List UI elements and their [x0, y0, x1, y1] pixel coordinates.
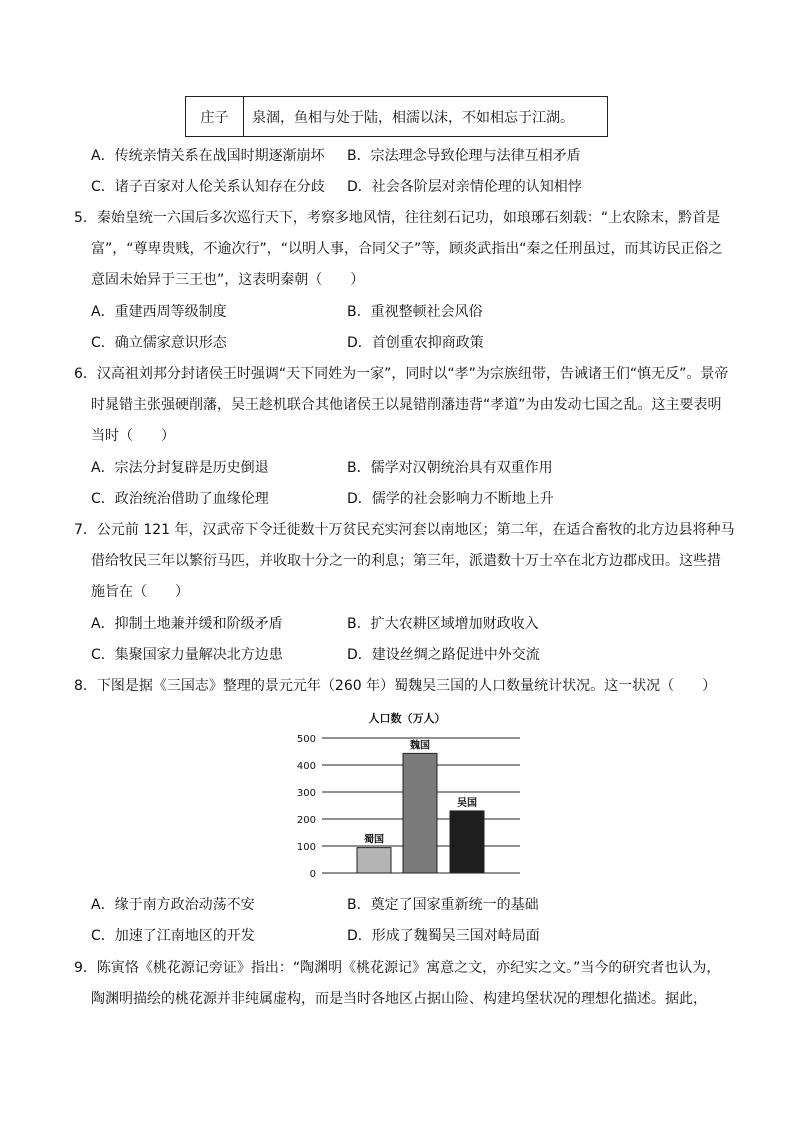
q6-option-d: D．儒学的社会影响力不断地上升: [347, 491, 554, 507]
q7-option-d: D．建设丝绸之路促进中外交流: [347, 647, 540, 663]
q4-option-c: C．诸子百家对人伦关系认知存在分歧: [91, 179, 325, 195]
quote-table: [185, 96, 608, 137]
bar-2: [403, 753, 437, 873]
q8-option-a: A．缘于南方政治动荡不安: [91, 897, 255, 913]
q5-option-d: D．首创重农抑商政策: [347, 335, 484, 351]
y-tick-label: 100: [296, 842, 316, 853]
bar-label: 吴国: [457, 797, 477, 809]
q9-stem-line-2: 陶渊明描绘的桃花源并非纯属虚构，而是当时各地区占据山险、构建坞堡状况的理想化描述。据此，: [91, 991, 707, 1007]
q5-option-b: B．重视整顿社会风俗: [347, 304, 483, 320]
bar-3: [450, 811, 484, 873]
q6-option-b: B．儒学对汉朝统治具有双重作用: [347, 460, 553, 476]
quote-author: 庄子: [186, 97, 244, 136]
bar-label: 蜀国: [364, 834, 384, 846]
q5-option-a: A．重建西周等级制度: [91, 304, 227, 320]
q6-option-a: A．宗法分封复辟是历史倒退: [91, 460, 269, 476]
q7-option-b: B．扩大农耕区域增加财政收入: [347, 616, 539, 632]
q7-stem-line-3: 施旨在（ ）: [91, 584, 189, 600]
q9-stem-line-1: 9．陈寅恪《桃花源记旁证》指出：“陶渊明《桃花源记》寓意之文，亦纪实之文。”当今的研究者也认为，: [74, 960, 721, 976]
q8-stem-line-1: 8．下图是据《三国志》整理的景元元年（260 年）蜀魏吴三国的人口数量统计状况。这一状况（ ）: [74, 678, 717, 694]
bar-label: 魏国: [410, 740, 430, 752]
y-tick-label: 200: [296, 815, 316, 826]
q6-stem-line-3: 当时（ ）: [91, 428, 175, 444]
q5-stem-line-1: 5．秦始皇统一六国后多次巡行天下，考察多地风情，往往刻石记功，如琅琊石刻载：“上农除末，黔首是: [74, 210, 721, 226]
q5-stem-line-2: 富”，“尊卑贵贱，不逾次行”，“以明人事，合同父子”等，顾炎武指出“秦之任刑虽过，而其访民正俗之: [91, 241, 723, 257]
q7-option-c: C．集聚国家力量解决北方边患: [91, 647, 283, 663]
bar-1: [357, 848, 391, 873]
q5-stem-line-3: 意固未始异于三王也”，这表明秦朝（ ）: [91, 272, 365, 288]
q6-stem-line-1: 6．汉高祖刘邦分封诸侯王时强调“天下同姓为一家”，同时以“孝”为宗族纽带，告诫诸王们“慎无反”。景帝: [74, 366, 729, 382]
chart-title: 人口数（万人）: [368, 712, 446, 725]
y-tick-label: 500: [296, 734, 316, 745]
y-tick-label: 0: [309, 869, 316, 880]
q5-option-c: C．确立儒家意识形态: [91, 335, 227, 351]
quote-text: 泉涸，鱼相与处于陆，相濡以沫，不如相忘于江湖。: [252, 109, 574, 126]
q4-option-a: A．传统亲情关系在战国时期逐渐崩坏: [91, 148, 325, 164]
q7-stem-line-1: 7．公元前 121 年，汉武帝下令迁徙数十万贫民充实河套以南地区；第二年，在适合畜牧的北方边县将种马: [74, 522, 735, 538]
q4-option-d: D．社会各阶层对亲情伦理的认知相悖: [347, 179, 582, 195]
y-tick-label: 400: [296, 761, 316, 772]
y-tick-label: 300: [296, 788, 316, 799]
q6-stem-line-2: 时晁错主张强硬削藩，吴王趁机联合其他诸侯王以晁错削藩违背“孝道”为由发动七国之乱。这主要表明: [91, 397, 722, 413]
q8-option-b: B．奠定了国家重新统一的基础: [347, 897, 539, 913]
q7-option-a: A．抑制土地兼并缓和阶级矛盾: [91, 616, 283, 632]
q8-option-d: D．形成了魏蜀吴三国对峙局面: [347, 928, 540, 944]
q7-stem-line-2: 借给牧民三年以繁衍马匹，并收取十分之一的利息；第三年，派遣数十万士卒在北方边郡戍田。这些措: [91, 553, 721, 569]
q8-option-c: C．加速了江南地区的开发: [91, 928, 255, 944]
population-bar-chart: [285, 707, 530, 882]
q6-option-c: C．政治统治借助了血缘伦理: [91, 491, 269, 507]
chart-svg: [285, 707, 530, 882]
q4-option-b: B．宗法理念导致伦理与法律互相矛盾: [347, 148, 581, 164]
